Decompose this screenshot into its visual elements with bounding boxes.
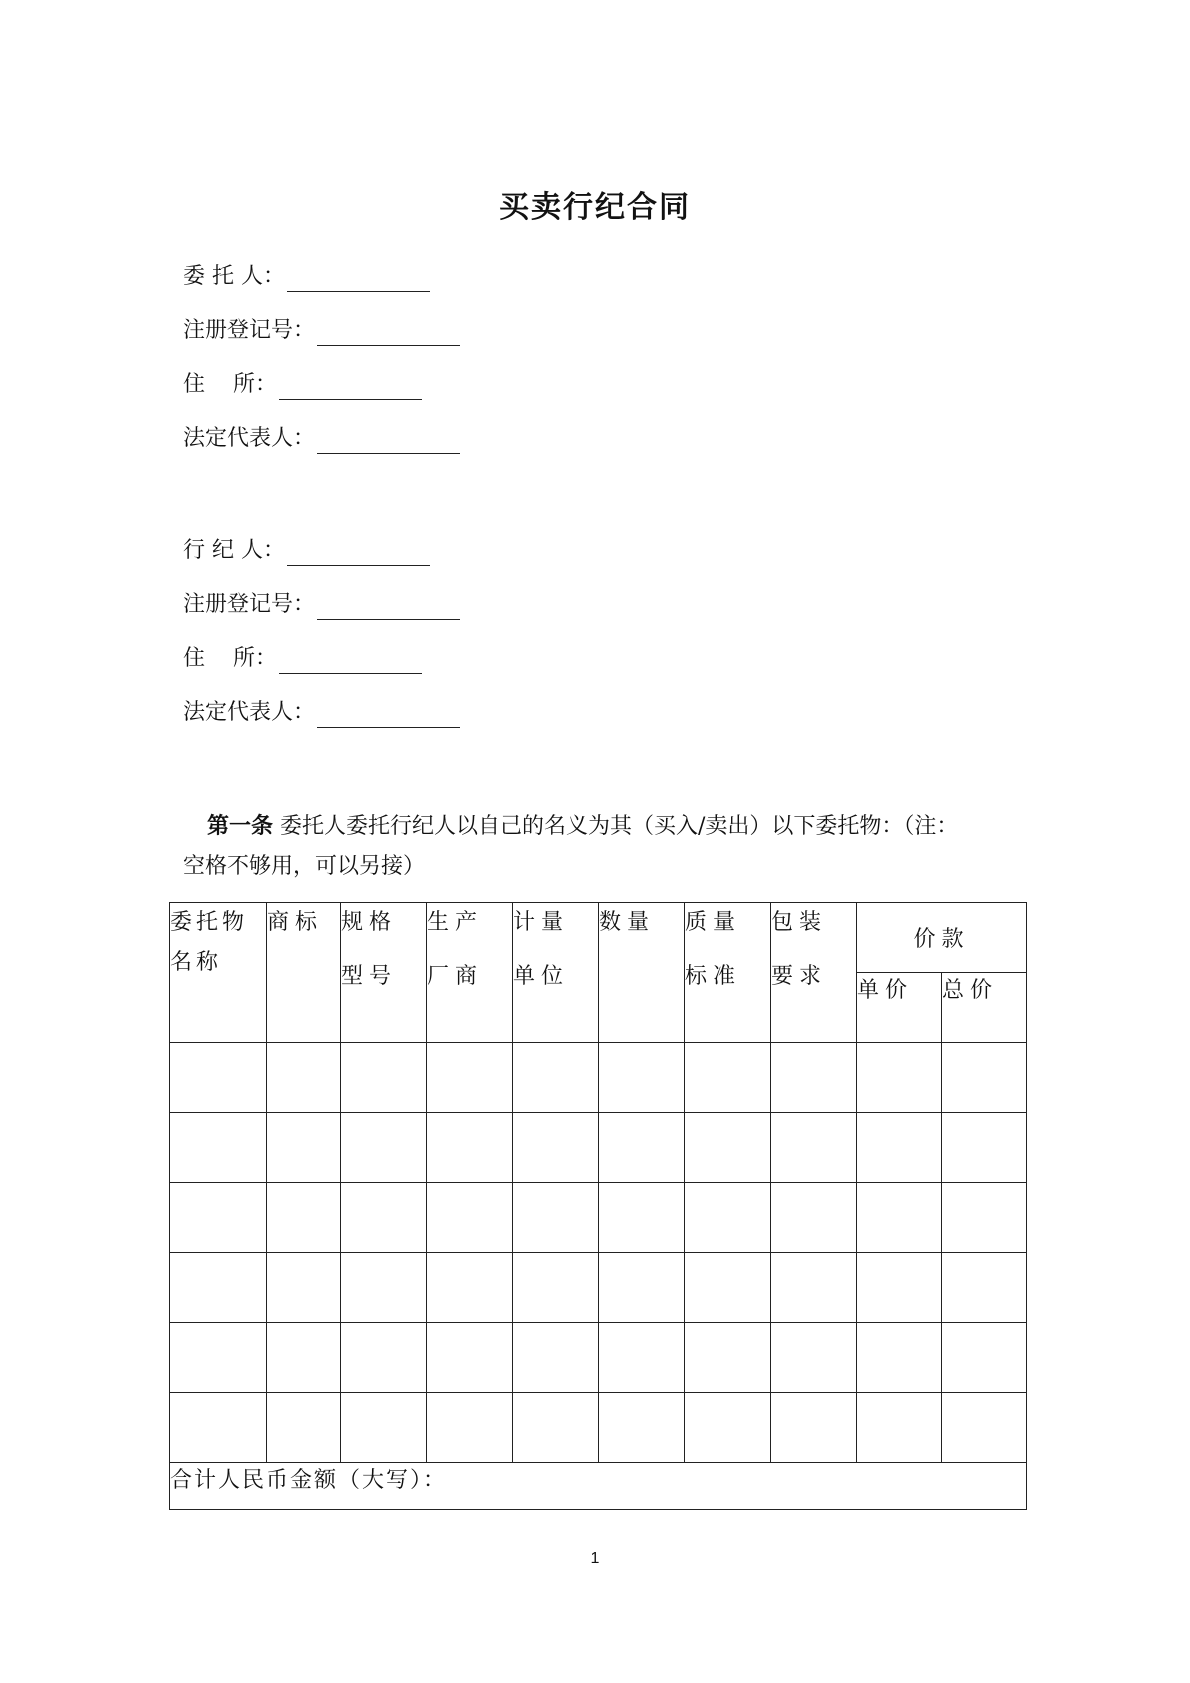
table-cell[interactable] [341, 1323, 427, 1393]
header-spec-line1: 规格 [341, 910, 398, 935]
table-cell[interactable] [341, 1393, 427, 1463]
table-row [170, 1323, 1027, 1393]
table-cell[interactable] [170, 1183, 267, 1253]
table-row [170, 1253, 1027, 1323]
table-cell[interactable] [427, 1113, 513, 1183]
table-row [170, 1393, 1027, 1463]
table-cell[interactable] [170, 1323, 267, 1393]
table-cell[interactable] [942, 1323, 1027, 1393]
table-cell[interactable] [513, 1113, 599, 1183]
table-cell[interactable] [685, 1253, 771, 1323]
header-quality-line1: 质量 [685, 910, 742, 935]
principal-name-field[interactable] [183, 262, 430, 292]
header-quality [685, 903, 771, 1043]
table-cell[interactable] [267, 1253, 341, 1323]
table-cell[interactable] [685, 1393, 771, 1463]
principal-address-field[interactable] [183, 370, 422, 400]
clause-one-line2: 空格不够用，可以另接） [183, 854, 426, 879]
table-cell[interactable] [427, 1183, 513, 1253]
header-unit [513, 903, 599, 1043]
table-row [170, 1113, 1027, 1183]
header-quantity: 数量 [599, 903, 685, 1043]
broker-address-blank[interactable] [279, 647, 422, 674]
clause-one-text1: 委托人委托行纪人以自己的名义为其（买入/卖出）以下委托物：（注： [280, 814, 959, 839]
header-brand: 商标 [267, 903, 341, 1043]
table-cell[interactable] [942, 1113, 1027, 1183]
broker-name-label: 行 纪 人： [183, 538, 285, 563]
principal-rep-field[interactable] [183, 424, 460, 454]
contract-title: 买卖行纪合同 [499, 190, 691, 225]
table-cell[interactable] [170, 1253, 267, 1323]
broker-rep-field[interactable] [183, 698, 460, 728]
header-item-name-line1: 委托物 [170, 910, 249, 935]
table-cell[interactable] [599, 1113, 685, 1183]
table-cell[interactable] [427, 1253, 513, 1323]
broker-address-label: 住 所： [183, 646, 277, 671]
table-cell[interactable] [857, 1393, 942, 1463]
table-cell[interactable] [599, 1183, 685, 1253]
clause-one-heading: 第一条 [207, 813, 274, 839]
header-maker [427, 903, 513, 1043]
principal-rep-label: 法定代表人： [183, 426, 316, 451]
table-cell[interactable] [341, 1113, 427, 1183]
table-cell[interactable] [685, 1183, 771, 1253]
header-spec [341, 903, 427, 1043]
broker-rep-blank[interactable] [317, 701, 460, 728]
broker-name-field[interactable] [183, 536, 430, 566]
table-row [170, 1043, 1027, 1113]
table-cell[interactable] [170, 1393, 267, 1463]
header-packaging-line2: 要求 [771, 964, 828, 989]
header-packaging-line1: 包装 [771, 910, 828, 935]
principal-reg-field[interactable] [183, 316, 460, 346]
table-cell[interactable] [857, 1113, 942, 1183]
table-cell[interactable] [942, 1043, 1027, 1113]
table-cell[interactable] [771, 1323, 857, 1393]
table-cell[interactable] [267, 1043, 341, 1113]
table-cell[interactable] [599, 1253, 685, 1323]
broker-reg-field[interactable] [183, 590, 460, 620]
header-maker-line1: 生产 [427, 910, 484, 935]
table-cell[interactable] [685, 1043, 771, 1113]
table-cell[interactable] [857, 1043, 942, 1113]
table-cell[interactable] [942, 1183, 1027, 1253]
total-amount-label: 合计人民币金额（大写）： [170, 1468, 448, 1493]
goods-table-body [170, 1043, 1027, 1463]
table-cell[interactable] [857, 1323, 942, 1393]
table-cell[interactable] [341, 1183, 427, 1253]
principal-address-blank[interactable] [279, 373, 422, 400]
table-cell[interactable] [513, 1393, 599, 1463]
header-price: 价款 [857, 903, 1027, 973]
principal-reg-label: 注册登记号： [183, 318, 316, 343]
table-cell[interactable] [427, 1393, 513, 1463]
header-unit-price: 单价 [857, 973, 942, 1043]
table-cell[interactable] [771, 1253, 857, 1323]
header-quality-line2: 标准 [685, 964, 742, 989]
table-cell[interactable] [513, 1043, 599, 1113]
table-cell[interactable] [857, 1183, 942, 1253]
table-cell[interactable] [771, 1113, 857, 1183]
table-cell[interactable] [771, 1393, 857, 1463]
header-unit-line2: 单位 [513, 964, 570, 989]
table-cell[interactable] [599, 1393, 685, 1463]
principal-name-label: 委 托 人： [183, 264, 285, 289]
table-cell[interactable] [685, 1323, 771, 1393]
table-cell[interactable] [513, 1183, 599, 1253]
clause-one-line1 [183, 806, 1023, 847]
broker-name-blank[interactable] [287, 539, 430, 566]
table-cell[interactable] [170, 1043, 267, 1113]
table-cell[interactable] [427, 1043, 513, 1113]
table-cell[interactable] [427, 1323, 513, 1393]
broker-reg-label: 注册登记号： [183, 592, 316, 617]
header-item-name [170, 903, 267, 1043]
table-cell[interactable] [942, 1393, 1027, 1463]
table-cell[interactable] [771, 1043, 857, 1113]
principal-address-label: 住 所： [183, 372, 277, 397]
page-number: 1 [590, 1550, 600, 1567]
table-cell[interactable] [513, 1323, 599, 1393]
table-cell[interactable] [267, 1183, 341, 1253]
table-cell[interactable] [771, 1183, 857, 1253]
table-cell[interactable] [857, 1253, 942, 1323]
table-cell[interactable] [599, 1323, 685, 1393]
principal-rep-blank[interactable] [317, 427, 460, 454]
table-cell[interactable] [513, 1253, 599, 1323]
header-maker-line2: 厂商 [427, 964, 484, 989]
principal-reg-blank[interactable] [317, 319, 460, 346]
table-cell[interactable] [267, 1323, 341, 1393]
header-spec-line2: 型号 [341, 964, 398, 989]
broker-rep-label: 法定代表人： [183, 700, 316, 725]
total-amount-row[interactable] [170, 1463, 1027, 1510]
table-cell[interactable] [341, 1043, 427, 1113]
header-total-price: 总价 [942, 973, 1027, 1043]
header-item-name-line2: 名称 [170, 950, 223, 975]
table-cell[interactable] [685, 1113, 771, 1183]
principal-name-blank[interactable] [287, 265, 430, 292]
table-cell[interactable] [942, 1253, 1027, 1323]
clause-one [183, 806, 1023, 887]
table-cell[interactable] [599, 1043, 685, 1113]
table-cell[interactable] [341, 1253, 427, 1323]
broker-address-field[interactable] [183, 644, 422, 674]
goods-table [169, 902, 1027, 1510]
table-cell[interactable] [267, 1113, 341, 1183]
table-row [170, 1183, 1027, 1253]
broker-reg-blank[interactable] [317, 593, 460, 620]
table-cell[interactable] [267, 1393, 341, 1463]
header-packaging [771, 903, 857, 1043]
table-cell[interactable] [170, 1113, 267, 1183]
header-unit-line1: 计量 [513, 910, 570, 935]
